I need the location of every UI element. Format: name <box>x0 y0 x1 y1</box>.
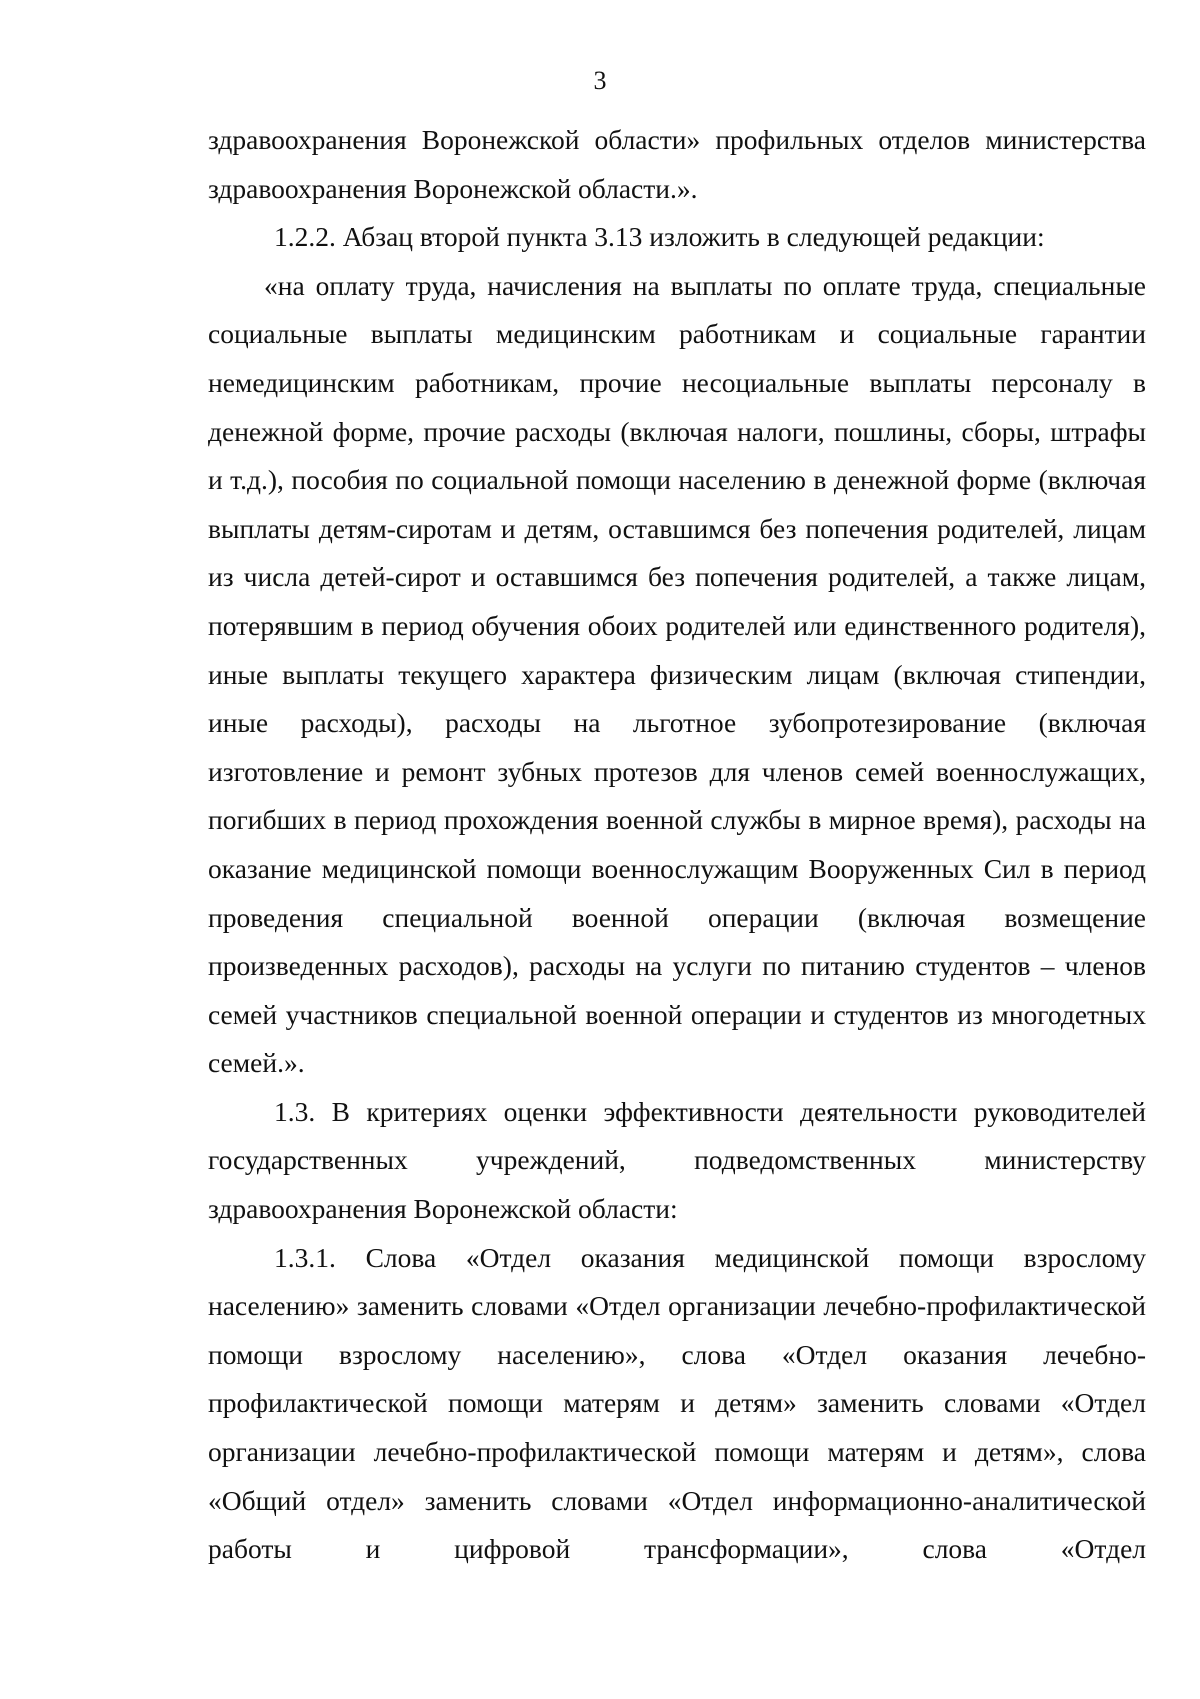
page-number: 3 <box>593 66 607 95</box>
paragraph-1-2-2: 1.2.2. Абзац второй пункта 3.13 изложить в следующей редакции: <box>274 221 1045 253</box>
paragraph-continuation: здравоохранения Воронежской области» профильных отделов министерства здравоохранения Воронежской области.». <box>208 124 1146 204</box>
paragraph-1-3: 1.3. В критериях оценки эффективности деятельности руководителей государственных учреждений, подведомственных министерству здравоохранения Воронежской области: <box>208 1095 1146 1225</box>
paragraph-1-3-1: 1.3.1. Слова «Отдел оказания медицинской помощи взрослому населению» заменить словами «Отдел организации лечебно-профилактической помощи взрослому населению», слова «Отдел оказания лечебно-профилактической помощи матерям и детям» заменить словами «Отдел организации лечебно-профилактической помощи матерям и детям», слова «Общий отдел» заменить словами «Отдел информационно-аналитической работы и цифровой трансформации», слова «Отдел <box>208 1241 1146 1565</box>
document-body <box>208 116 1146 1574</box>
paragraph-quoted-text: «на оплату труда, начисления на выплаты по оплате труда, специальные социальные выплаты медицинским работникам и социальные гарантии немедицинским работникам, прочие несоциальные выплаты персоналу в денежной форме, прочие расходы (включая налоги, пошлины, сборы, штрафы и т.д.), пособия по социальной помощи населению в денежной форме (включая выплаты детям-сиротам и детям, оставшимся без попечения родителей, лицам из числа детей-сирот и оставшимся без попечения родителей, а также лицам, потерявшим в период обучения обоих родителей или единственного родителя), иные выплаты текущего характера физическим лицам (включая стипендии, иные расходы), расходы на льготное зубопротезирование (включая изготовление и ремонт зубных протезов для членов семей военнослужащих, погибших в период прохождения военной службы в мирное время), расходы на оказание медицинской помощи военнослужащим Вооруженных Сил в период проведения специальной военной операции (включая возмещение произведенных расходов), расходы на услуги по питанию студентов – членов семей участников специальной военной операции и студентов из многодетных семей.». <box>208 269 1146 1079</box>
